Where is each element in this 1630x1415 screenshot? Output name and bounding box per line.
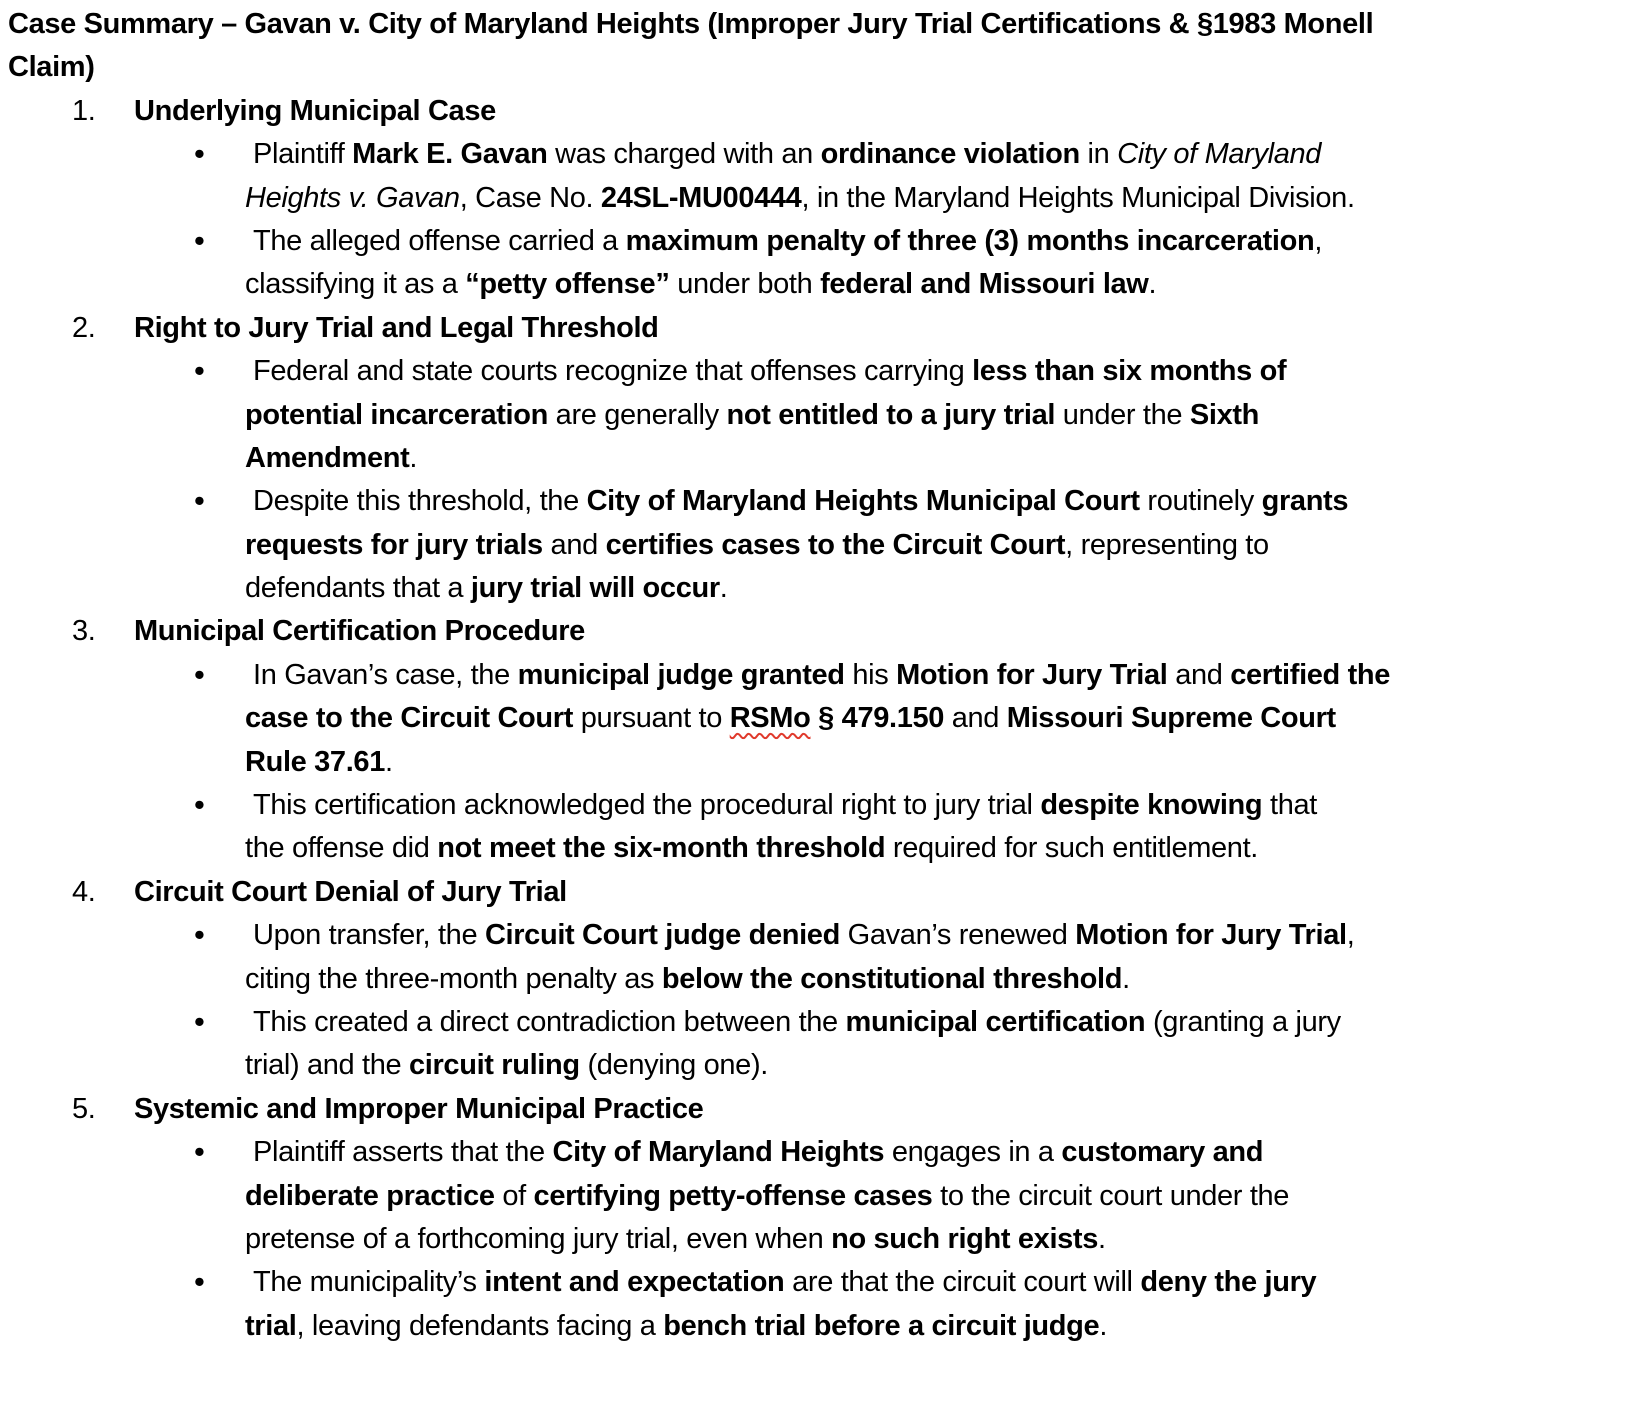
bullet-line-first xyxy=(0,480,1630,523)
text-run: City of Maryland Heights Municipal Court xyxy=(586,485,1140,518)
list-item-number: 4. xyxy=(72,875,96,908)
text-run: Upon transfer, the xyxy=(253,919,485,952)
text-run: , leaving defendants facing a xyxy=(296,1309,664,1342)
text-run: circuit ruling xyxy=(409,1049,580,1082)
text-run: required for such entitlement. xyxy=(885,832,1258,865)
text-run: potential incarceration xyxy=(245,398,548,431)
text-run: was charged with an xyxy=(547,138,821,171)
bullet-line-first xyxy=(0,654,1630,697)
bullet-line-continuation xyxy=(0,827,1630,870)
bullet-line-continuation xyxy=(0,741,1630,784)
bullet-icon: • xyxy=(194,353,205,389)
text-run: not meet the six-month threshold xyxy=(437,832,886,865)
document-title-line: Case Summary – Gavan v. City of Maryland Heights (Improper Jury Trial Certifications & §1983 Monell xyxy=(8,8,1374,40)
text-run: below the constitutional threshold xyxy=(661,962,1123,995)
text-run: under both xyxy=(669,268,821,301)
text-run: certifies cases to the Circuit Court xyxy=(605,528,1066,561)
text-run: citing the three-month penalty as xyxy=(245,962,662,995)
bullet-line-continuation xyxy=(0,394,1630,437)
text-run: are that the circuit court will xyxy=(784,1266,1141,1299)
bullet-line-continuation xyxy=(0,567,1630,610)
list-item-heading-text: Municipal Certification Procedure xyxy=(134,615,585,648)
text-run: Missouri Supreme Court xyxy=(1006,702,1336,735)
text-run: . xyxy=(409,441,418,474)
text-run: under the xyxy=(1055,398,1190,431)
text-run: and xyxy=(944,702,1007,735)
text-run: Gavan’s renewed xyxy=(839,919,1076,952)
text-run: of xyxy=(494,1179,534,1212)
text-run: no such right exists xyxy=(831,1222,1099,1255)
text-run: deny the jury xyxy=(1140,1266,1317,1299)
bullet-icon: • xyxy=(194,222,205,258)
text-run: his xyxy=(844,658,897,691)
text-run: The alleged offense carried a xyxy=(253,224,626,257)
text-run: Amendment xyxy=(245,441,410,474)
text-run: maximum penalty of three (3) months incarceration xyxy=(625,224,1315,257)
bullet-line-continuation xyxy=(0,263,1630,306)
text-run: municipal judge granted xyxy=(517,658,845,691)
text-run: certifying petty-offense cases xyxy=(533,1179,933,1212)
text-run: Mark E. Gavan xyxy=(352,138,548,171)
bullet-icon: • xyxy=(194,917,205,953)
text-run: Motion for Jury Trial xyxy=(896,658,1168,691)
text-run: Federal and state courts recognize that offenses carrying xyxy=(253,355,973,388)
text-run: bench trial before a circuit judge xyxy=(663,1309,1100,1342)
bullet-icon: • xyxy=(194,483,205,519)
text-run: case to the Circuit Court xyxy=(245,702,574,735)
bullet-line-continuation xyxy=(0,437,1630,480)
bullet-line-continuation xyxy=(0,177,1630,220)
text-run: Circuit Court judge denied xyxy=(484,919,840,952)
text-run: Plaintiff xyxy=(253,138,353,171)
list-item-number: 5. xyxy=(72,1092,96,1125)
text-run: , in the Maryland Heights Municipal Division. xyxy=(801,181,1355,214)
list-item-heading-text: Circuit Court Denial of Jury Trial xyxy=(134,875,567,908)
list-item-heading xyxy=(0,610,1630,653)
text-run: Plaintiff asserts that the xyxy=(253,1136,553,1169)
text-run: Despite this threshold, the xyxy=(253,485,587,518)
text-run: and xyxy=(542,528,606,561)
text-run: Heights v. Gavan xyxy=(245,181,460,214)
bullet-line-continuation xyxy=(0,1175,1630,1218)
bullet-line-first xyxy=(0,133,1630,176)
text-run: defendants that a xyxy=(245,572,471,605)
text-run: RSMo xyxy=(729,702,811,735)
bullet-line-first xyxy=(0,914,1630,957)
text-run: 24SL-MU00444 xyxy=(600,181,802,214)
text-run: . xyxy=(1122,962,1130,995)
bullet-icon: • xyxy=(194,1134,205,1170)
list-item-heading-text: Systemic and Improper Municipal Practice xyxy=(134,1092,704,1125)
text-run: the offense did xyxy=(245,832,438,865)
text-run: , xyxy=(1314,224,1323,257)
text-run: Motion for Jury Trial xyxy=(1075,919,1347,952)
bullet-icon: • xyxy=(194,1003,205,1039)
list-item-number: 1. xyxy=(72,94,96,127)
text-run: , representing to xyxy=(1065,528,1269,561)
text-run: grants xyxy=(1261,485,1349,518)
text-run: ordinance violation xyxy=(820,138,1080,171)
text-run: . xyxy=(719,572,728,605)
list-item-number: 3. xyxy=(72,615,96,648)
text-run: pretense of a forthcoming jury trial, even when xyxy=(245,1222,832,1255)
bullet-line-first xyxy=(0,1131,1630,1174)
text-run: . xyxy=(1098,1222,1106,1255)
text-run: to the circuit court under the xyxy=(932,1179,1290,1212)
text-run: This created a direct contradiction between the xyxy=(253,1005,846,1038)
text-run: pursuant to xyxy=(573,702,730,735)
text-run: deliberate practice xyxy=(245,1179,495,1212)
text-run: . xyxy=(384,745,393,778)
text-run: . xyxy=(1148,268,1157,301)
bullet-icon: • xyxy=(194,1264,205,1300)
text-run: intent and expectation xyxy=(484,1266,785,1299)
text-run: Sixth xyxy=(1189,398,1260,431)
list-item-number: 2. xyxy=(72,311,96,344)
bullet-line-continuation xyxy=(0,1218,1630,1261)
text-run: trial xyxy=(245,1309,297,1342)
bullet-line-continuation xyxy=(0,958,1630,1001)
text-run: trial) and the xyxy=(245,1049,410,1082)
bullet-line-first xyxy=(0,1001,1630,1044)
bullet-line-first xyxy=(0,784,1630,827)
bullet-line-first xyxy=(0,1261,1630,1304)
bullet-icon: • xyxy=(194,787,205,823)
text-run: (denying one). xyxy=(579,1049,768,1082)
list-item-heading xyxy=(0,307,1630,350)
text-run: § 479.150 xyxy=(810,702,945,735)
list-item-heading xyxy=(0,90,1630,133)
text-run: municipal certification xyxy=(845,1005,1146,1038)
bullet-icon: • xyxy=(194,656,205,692)
list-item-heading xyxy=(0,1088,1630,1131)
list-item-heading-text: Underlying Municipal Case xyxy=(134,94,496,127)
text-run: This certification acknowledged the procedural right to jury trial xyxy=(253,789,1041,822)
text-run: not entitled to a jury trial xyxy=(726,398,1056,431)
text-run: in xyxy=(1079,138,1118,171)
text-run: that xyxy=(1262,789,1317,822)
text-run: certified the xyxy=(1230,658,1391,691)
text-run: classifying it as a xyxy=(245,268,466,301)
text-run: less than six months of xyxy=(972,355,1287,388)
text-run: . xyxy=(1099,1309,1108,1342)
text-run: “petty offense” xyxy=(465,268,670,301)
list-item-heading-text: Right to Jury Trial and Legal Threshold xyxy=(134,311,659,344)
text-run: routinely xyxy=(1139,485,1262,518)
text-run: The municipality’s xyxy=(253,1266,485,1299)
bullet-line-first xyxy=(0,220,1630,263)
text-run: jury trial will occur xyxy=(470,572,720,605)
text-run: and xyxy=(1167,658,1231,691)
document-title-line: Claim) xyxy=(8,51,95,84)
bullet-icon: • xyxy=(194,136,205,172)
text-run: In Gavan’s case, the xyxy=(253,658,518,691)
bullet-line-continuation xyxy=(0,524,1630,567)
text-run: federal and Missouri law xyxy=(820,268,1149,301)
text-run: Rule 37.61 xyxy=(245,745,385,778)
text-run: are generally xyxy=(547,398,727,431)
text-run: customary and xyxy=(1061,1136,1264,1169)
bullet-line-continuation xyxy=(0,1305,1630,1348)
bullet-line-first xyxy=(0,350,1630,393)
text-run: engages in a xyxy=(884,1136,1062,1169)
bullet-line-continuation xyxy=(0,1044,1630,1087)
text-run: , xyxy=(1346,919,1355,952)
text-run: (granting a jury xyxy=(1145,1005,1341,1038)
text-run: City of Maryland Heights xyxy=(552,1136,885,1169)
text-run: , Case No. xyxy=(459,181,601,214)
text-run: requests for jury trials xyxy=(245,528,543,561)
list-item-heading xyxy=(0,871,1630,914)
bullet-line-continuation xyxy=(0,697,1630,740)
text-run: despite knowing xyxy=(1040,789,1263,822)
text-run: City of Maryland xyxy=(1117,138,1322,171)
